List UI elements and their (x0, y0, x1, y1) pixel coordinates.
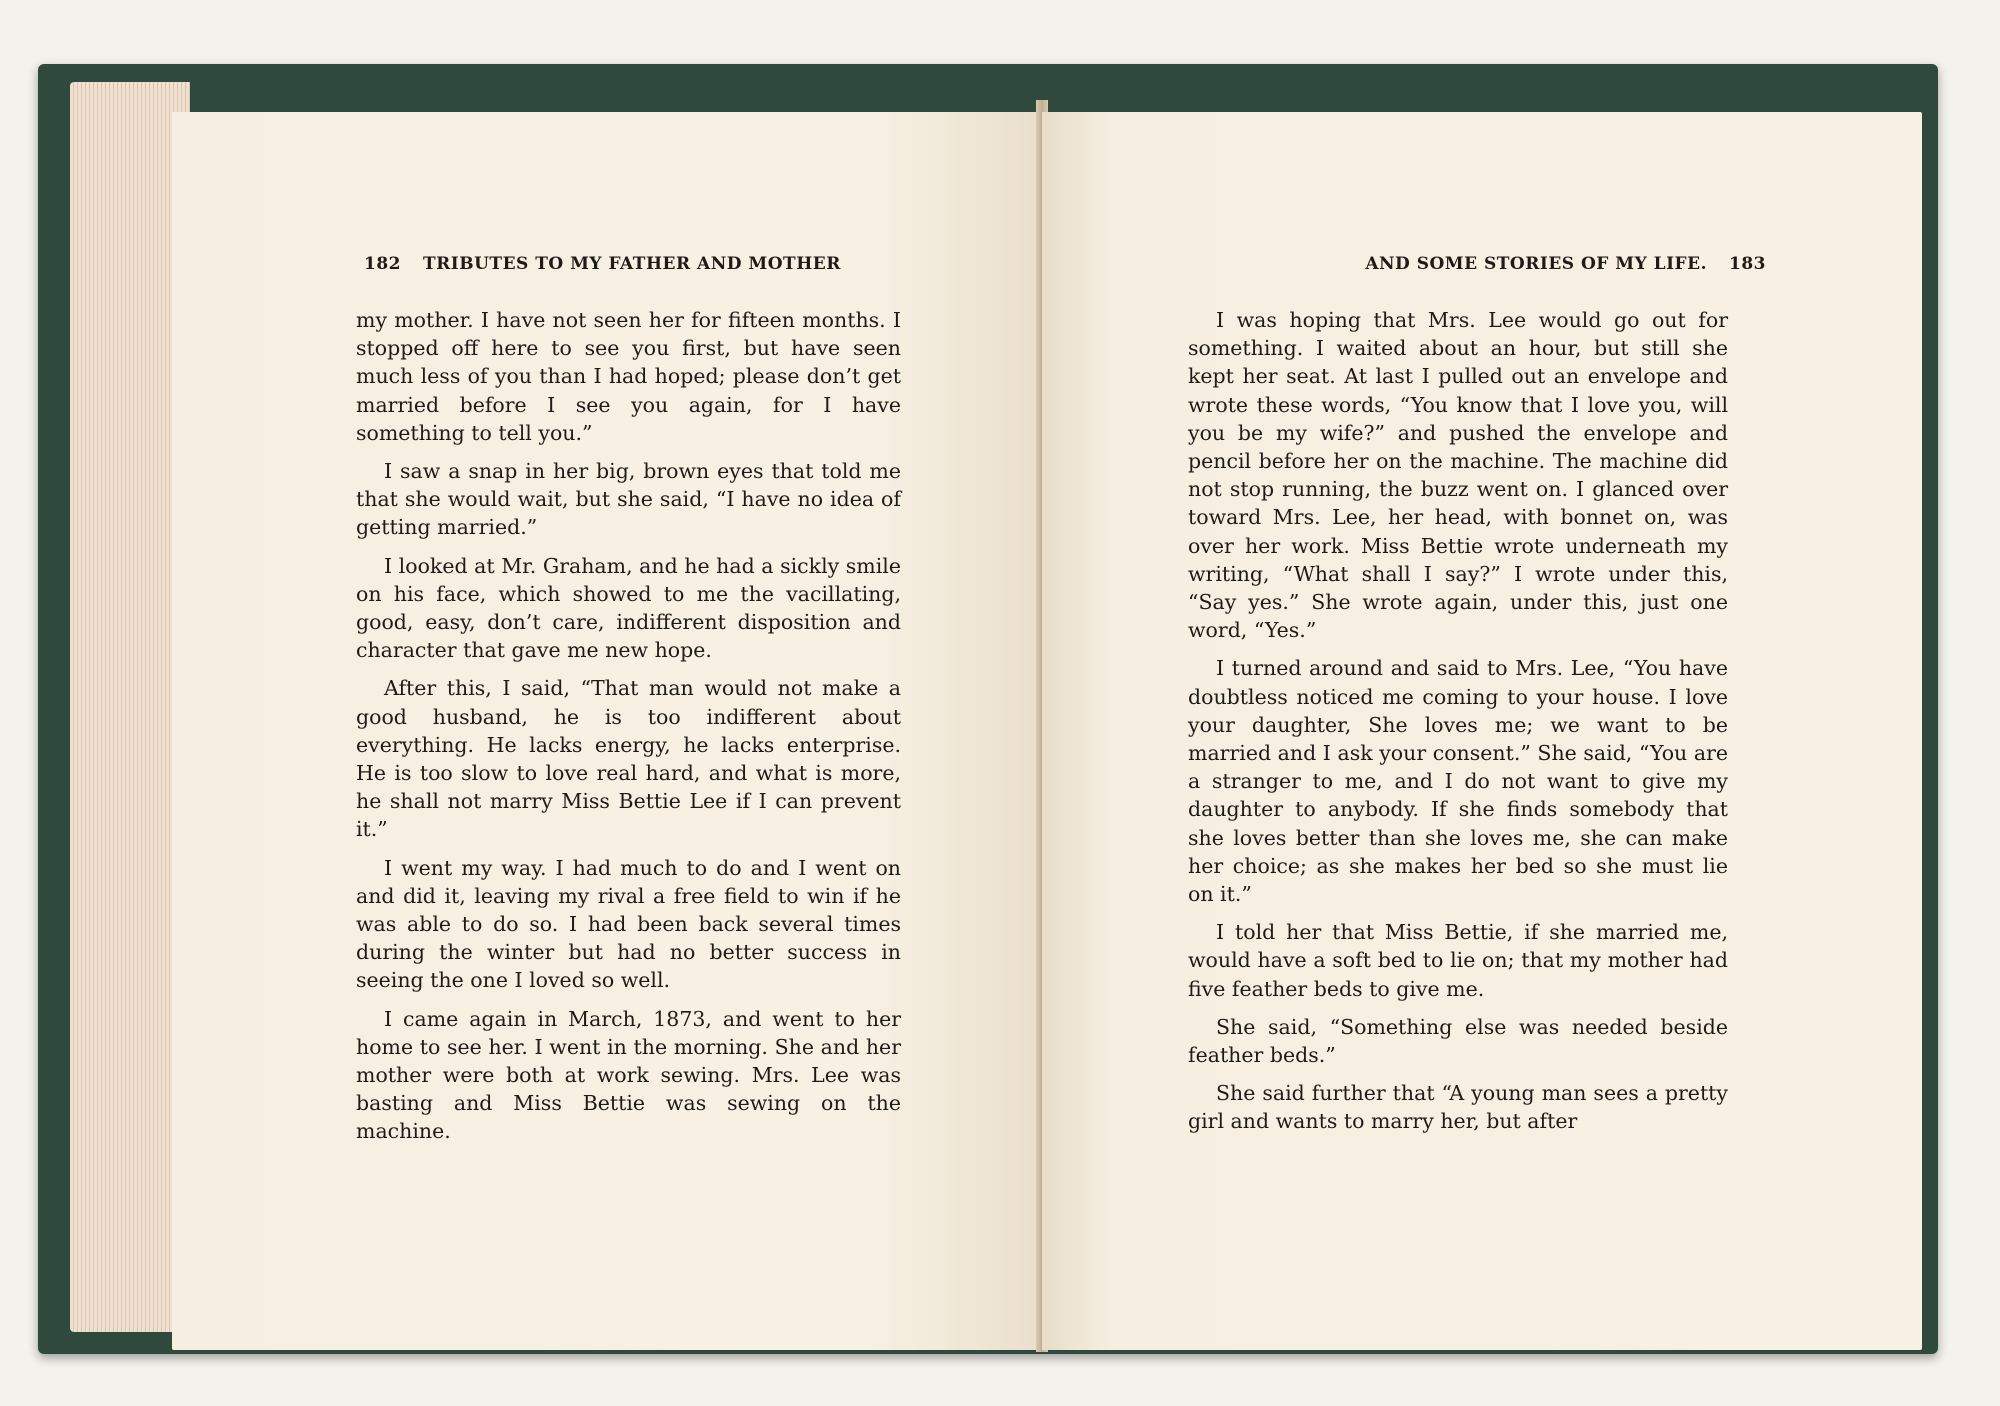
right-paragraph: She said further that “A young man sees a pretty girl and wants to marry her, but after (1188, 1081, 1728, 1134)
right-page (1042, 112, 1922, 1350)
left-paragraph: I looked at Mr. Graham, and he had a sickly smile on his face, which showed to me the vacillating, good, easy, don’t care, indifferent disposition and character that gave me new hope. (356, 553, 901, 663)
right-paragraph: I was hoping that Mrs. Lee would go out for something. I waited about an hour, but still she kept her seat. At last I pulled out an envelope and wrote these words, “You know that I love you, will you be my wife?” and pushed the envelope and pencil before her on the machine. The machine did not stop running, the buzz went on. I glanced over toward Mrs. Lee, her head, with bonnet on, was over her work. Miss Bettie wrote underneath my writing, “What shall I say?” I wrote under this, “Say yes.” She wrote again, under this, just one word, “Yes.” (1188, 308, 1728, 643)
left-paragraph: I went my way. I had much to do and I went on and did it, leaving my rival a free field to win if he was able to do so. I had been back several times during the winter but had no better success in seeing the one I loved so well. (356, 855, 901, 993)
left-page-text (356, 306, 901, 1156)
left-paragraph: After this, I said, “That man would not make a good husband, he is too indifferent about everything. He lacks energy, he lacks enterprise. He is too slow to love real hard, and what is more, he shall not marry Miss Bettie Lee if I can prevent it.” (356, 676, 901, 842)
left-paragraph: I came again in March, 1873, and went to her home to see her. I went in the morning. She and her mother were both at work sewing. Mrs. Lee was basting and Miss Bettie was sewing on the machine. (356, 1006, 901, 1144)
right-page-number: 183 (1729, 254, 1766, 274)
left-running-head: TRIBUTES TO MY FATHER AND MOTHER (423, 254, 841, 274)
right-paragraph: I turned around and said to Mrs. Lee, “You have doubtless noticed me coming to your house. I love your daughter, She loves me; we want to be married and I ask your consent.” She said, “You are a stranger to me, and I do not want to give my daughter to anybody. If she finds somebody that she loves better than she loves me, she can make her choice; as she makes her bed so she must lie on it.” (1188, 656, 1728, 907)
left-page (172, 112, 1042, 1350)
right-paragraph: I told her that Miss Bettie, if she married me, would have a soft bed to lie on; that my mother had five feather beds to give me. (1188, 920, 1728, 1001)
right-running-head: AND SOME STORIES OF MY LIFE. (1365, 254, 1707, 274)
right-paragraph: She said, “Something else was needed beside feather beds.” (1188, 1014, 1728, 1068)
left-paragraph: my mother. I have not seen her for fifteen months. I stopped off here to see you first, but have seen much less of you than I had hoped; please don’t get married before I see you again, for I have something to tell you.” (356, 308, 901, 445)
left-running-header (364, 254, 874, 274)
left-page-number: 182 (364, 254, 401, 274)
right-page-text (1188, 306, 1728, 1146)
right-running-header (1164, 254, 1766, 274)
left-paragraph: I saw a snap in her big, brown eyes that told me that she would wait, but she said, “I have no idea of getting married.” (356, 459, 901, 540)
